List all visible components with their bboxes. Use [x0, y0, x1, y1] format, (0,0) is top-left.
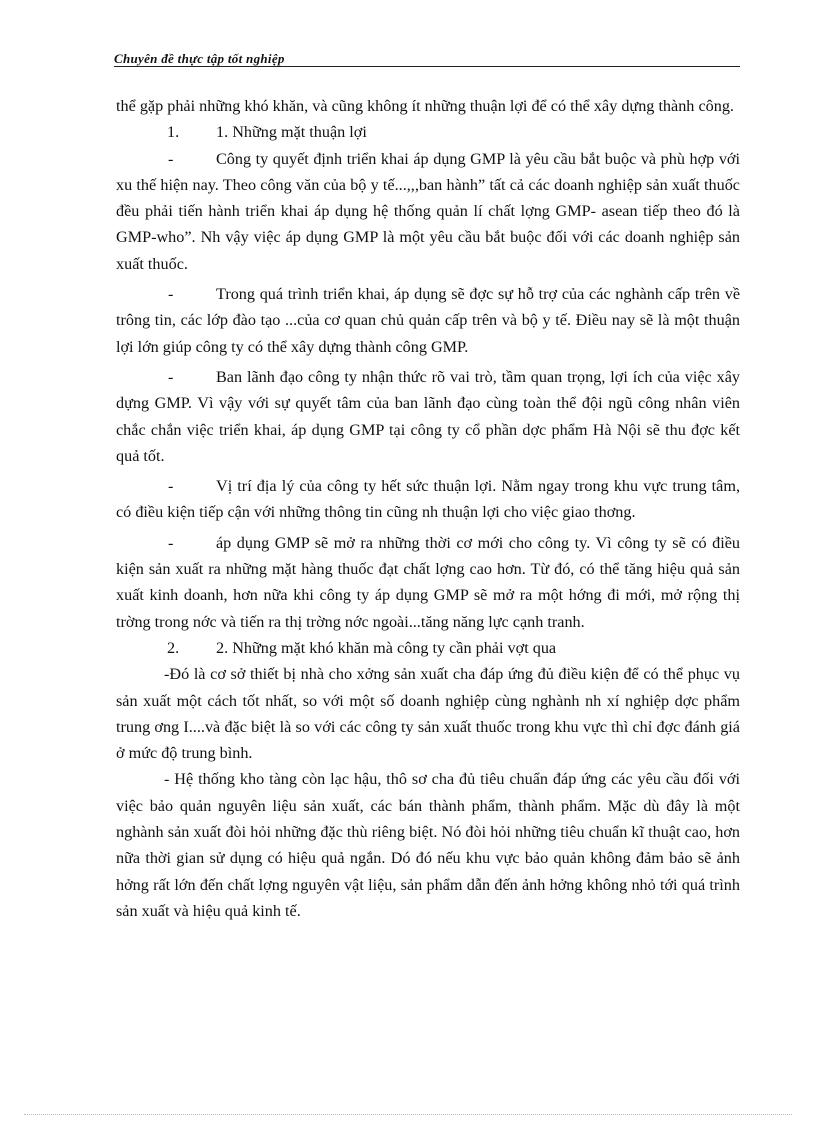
- section-title: 2. Những mặt khó khăn mà công ty cần phải vợt qua: [216, 638, 557, 657]
- bullet-text: áp dụng GMP sẽ mở ra những thời cơ mới cho công ty. Vì công ty sẽ có điều kiện sản xuất ra những mặt hàng thuốc đạt chất lợng cao hơn. Từ đó, có thể tăng hiệu quả sản xuất kinh doanh, hơn nữa khi công ty áp dụng GMP sẽ mở ra một hớng đi mới, mở rộng thị trờng trong nớc và tiến ra thị trờng nớc ngoài...tăng năng lực cạnh tranh.: [116, 533, 740, 631]
- bullet-text: Vị trí địa lý của công ty hết sức thuận lợi. Nằm ngay trong khu vực trung tâm, có điều kiện tiếp cận với những thông tin cũng nh thuận lợi cho việc giao thơng.: [116, 477, 740, 522]
- paragraph-intro: thể gặp phải những khó khăn, và cũng không ít những thuận lợi để có thể xây dựng thành công.: [116, 97, 734, 115]
- bullet-paragraph: [116, 146, 740, 277]
- bullet-text: Trong quá trình triển khai, áp dụng sẽ đợc sự hỗ trợ của các nghành cấp trên về trông tin, các lớp đào tạo ...của cơ quan chủ quản cấp trên và bộ y tế. Điều nay sẽ là một thuận lợi lớn giúp công ty có thể xây dựng thành công GMP.: [116, 285, 740, 356]
- dash-marker: -: [168, 285, 174, 304]
- section-heading-2: [116, 635, 740, 661]
- dash-marker: -: [168, 149, 174, 168]
- section-number: 2.: [167, 638, 180, 657]
- dash-marker: -: [168, 477, 174, 496]
- document-body: [116, 93, 740, 924]
- section-title: 1. Những mặt thuận lợi: [216, 123, 367, 142]
- section-number: 1.: [167, 123, 180, 142]
- bullet-paragraph: [116, 530, 740, 635]
- bullet-text: Công ty quyết định triển khai áp dụng GMP là yêu cầu bắt buộc và phù hợp với xu thế hiện nay. Theo công văn của bộ y tế...,,,ban hành” tất cả các doanh nghiệp sản xuất thuốc đều phải tiến hành triển khai áp dụng hệ thống quản lí chất lợng GMP- asean tiếp theo đó là GMP-who”. Nh vậy việc áp dụng GMP là một yêu cầu bắt buộc đối với các doanh nghiệp sản xuất thuốc.: [116, 149, 740, 273]
- dash-marker: -: [168, 367, 174, 386]
- section-heading-1: [116, 119, 740, 145]
- bullet-text: Ban lãnh đạo công ty nhận thức rõ vai trò, tầm quan trọng, lợi ích của việc xây dựng GMP. Vì vậy với sự quyết tâm của ban lãnh đạo cùng toàn thể đội ngũ công nhân viên chắc chắn việc triển khai, áp dụng GMP tại công ty cổ phần dợc phẩm Hà Nội sẽ thu đợc kết quả tốt.: [116, 367, 740, 465]
- footer-divider: [24, 1114, 792, 1115]
- page-header: [114, 50, 740, 67]
- paragraph-difficulty-1: -Đó là cơ sở thiết bị nhà cho xởng sản xuất cha đáp ứng đủ điều kiện để có thể phục vụ sản xuất một cách tốt nhất, so với một số doanh nghiệp cùng nghành nh xí nghiệp dợc phẩm trung ơng I....và đặc biệt là so với các công ty sản xuất thuốc trong khu vực thì chỉ đợc đánh giá ở mức độ trung bình.: [116, 665, 740, 763]
- bullet-paragraph: [116, 364, 740, 469]
- dash-marker: -: [168, 533, 174, 552]
- header-title: Chuyên đề thực tập tốt nghiệp: [114, 51, 285, 66]
- paragraph-difficulty-2: - Hệ thống kho tàng còn lạc hậu, thô sơ cha đủ tiêu chuẩn đáp ứng các yêu cầu đối với việc bảo quản nguyên liệu sản xuất, các bán thành phẩm, thành phẩm. Mặc dù đây là một nghành sản xuất đòi hỏi những đặc thù riêng biệt. Nó đòi hỏi những tiêu chuẩn kĩ thuật cao, hơn nữa thời gian sử dụng có hiệu quả ngắn. Dó đó nếu khu vực bảo quản không đảm bảo sẽ ảnh hởng rất lớn đến chất lợng nguyên vật liệu, sản phẩm dẫn đến ảnh hởng không nhỏ tới quá trình sản xuất và hiệu quả kinh tế.: [116, 770, 740, 920]
- bullet-paragraph: [116, 281, 740, 360]
- bullet-paragraph: [116, 473, 740, 526]
